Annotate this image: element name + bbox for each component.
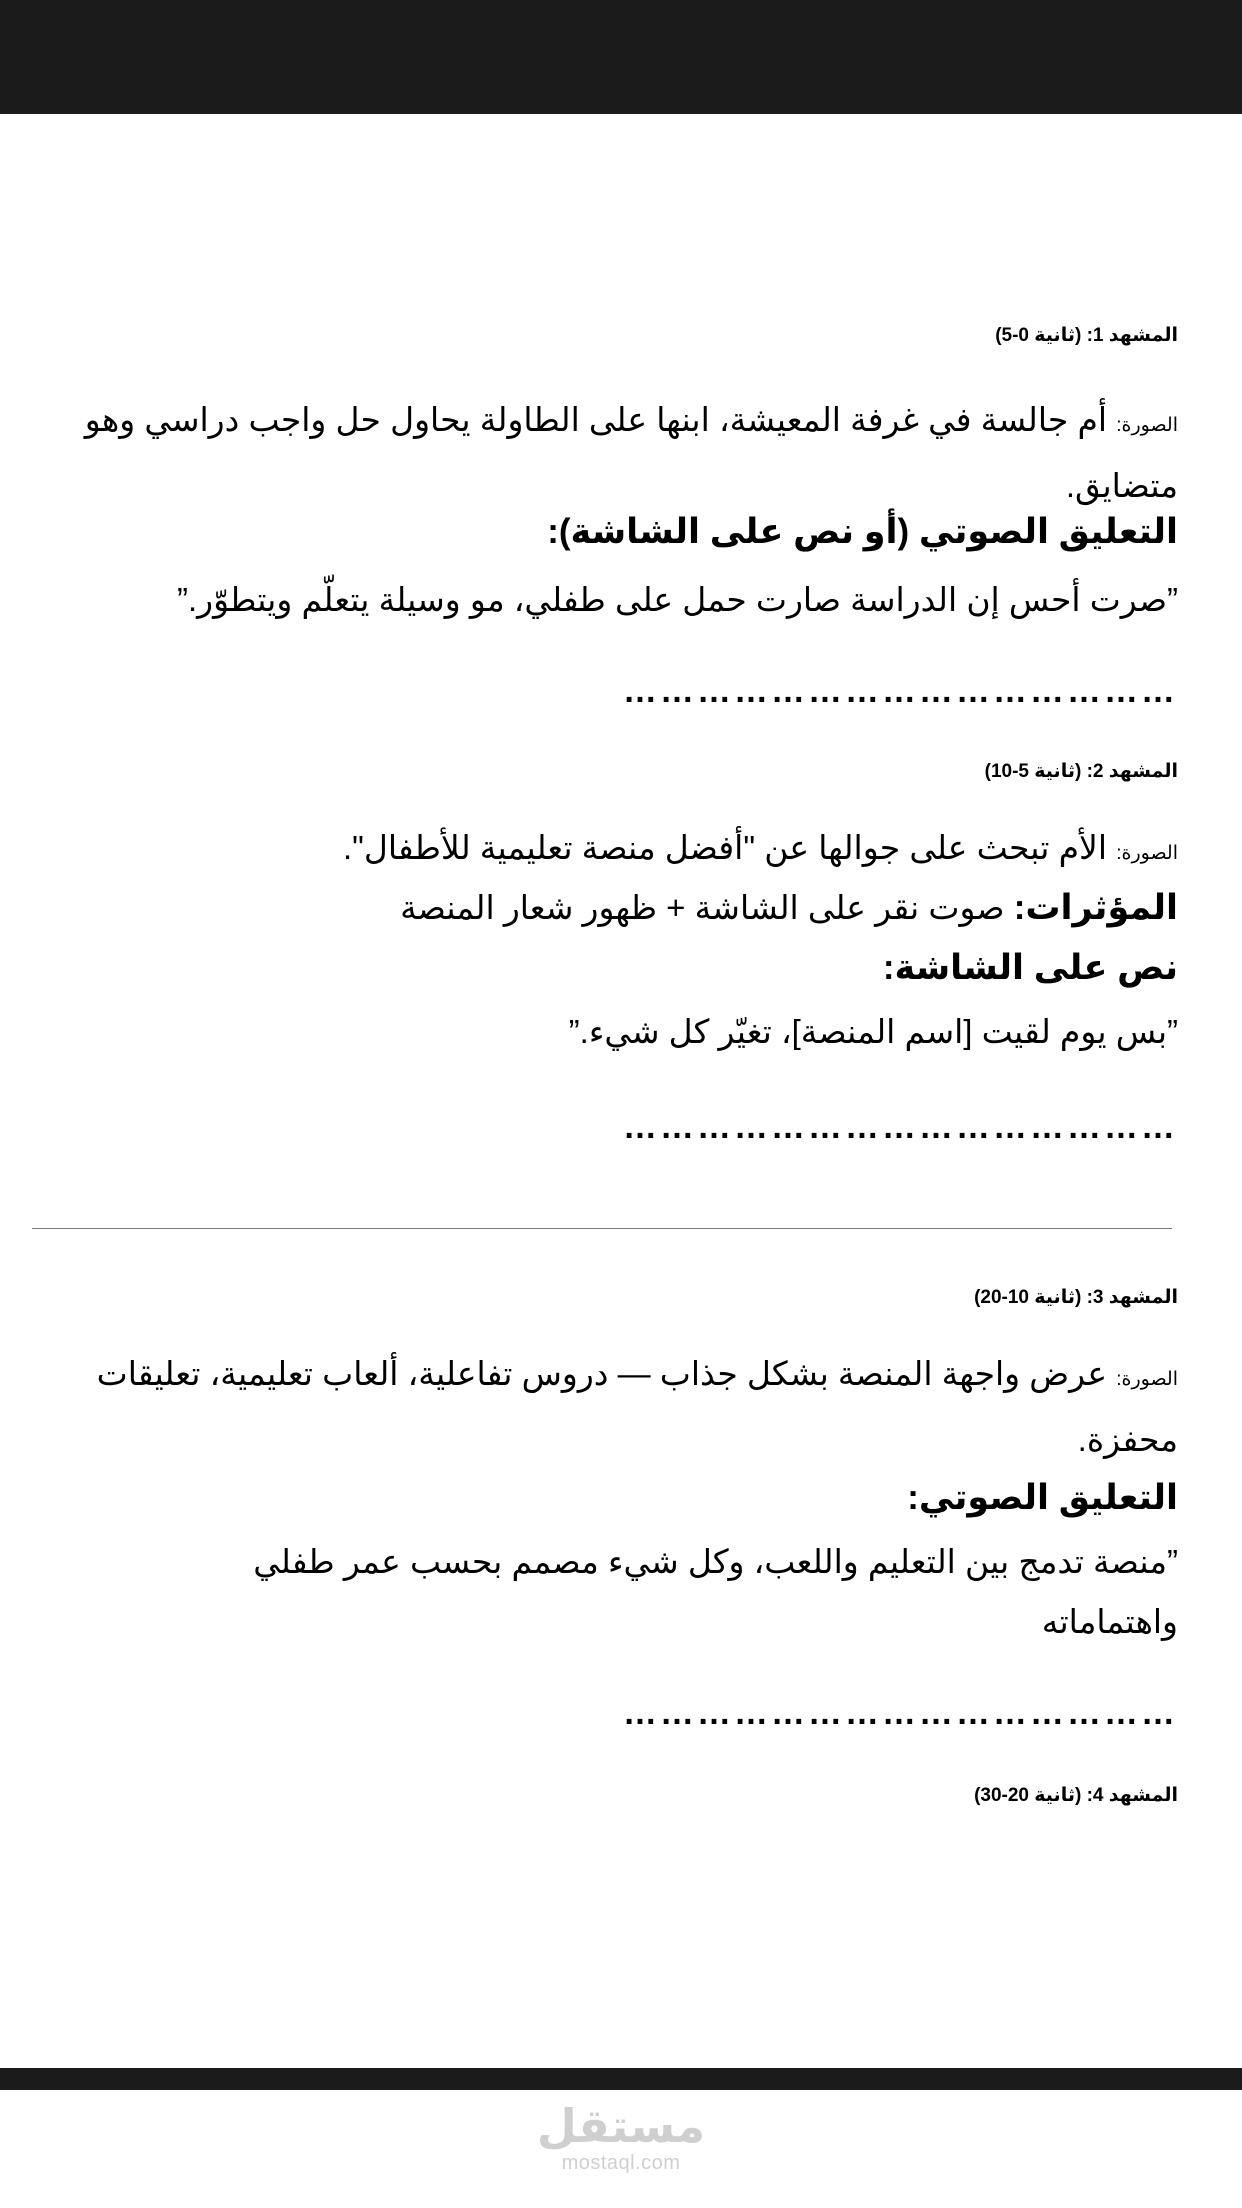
scene-3-image-label: الصورة: — [1116, 1369, 1178, 1390]
scene-3-heading: المشهد 3: (ثانية 10-20) — [974, 1287, 1178, 1308]
scene-2-screen-text-heading: نص على الشاشة: — [882, 948, 1178, 987]
scene-2-heading: المشهد 2: (ثانية 5-10) — [984, 761, 1178, 782]
scene-4-heading: المشهد 4: (ثانية 20-30) — [974, 1785, 1178, 1806]
watermark-arabic: مستقل — [536, 2099, 706, 2153]
top-dark-bar — [0, 0, 1242, 114]
scene-2-screen-text: ”بس يوم لقيت [اسم المنصة]، تغيّر كل شيء.” — [568, 1013, 1178, 1050]
watermark-latin: mostaql.com — [561, 2152, 681, 2174]
mostaql-watermark-logo — [0, 2100, 1242, 2174]
scene-2-image-description — [343, 828, 1178, 867]
scene-3-voice-text: ”منصة تدمج بين التعليم واللعب، وكل شيء مصمم بحسب عمر طفلي واهتماماته — [253, 1543, 1178, 1640]
scene-2-effects — [400, 888, 1178, 928]
scene-1-image-description — [30, 390, 1178, 516]
scene-2-dotted-separator: ……………………………………… — [623, 1108, 1178, 1146]
scene-1-voice-heading: التعليق الصوتي (أو نص على الشاشة): — [547, 512, 1178, 551]
scene-2-effects-label: المؤثرات: — [1013, 888, 1178, 927]
scene-3-image-text: عرض واجهة المنصة بشكل جذاب — دروس تفاعلية، ألعاب تعليمية، تعليقات محفزة. — [96, 1355, 1178, 1458]
bottom-dark-bar — [0, 2068, 1242, 2090]
horizontal-divider — [32, 1228, 1172, 1229]
scene-2-image-text: الأم تبحث على جوالها عن "أفضل منصة تعليمية للأطفال". — [343, 829, 1108, 866]
scene-2-image-label: الصورة: — [1116, 843, 1178, 864]
scene-3-voice-heading: التعليق الصوتي: — [907, 1478, 1178, 1517]
scene-1-voice-text: ”صرت أحس إن الدراسة صارت حمل على طفلي، مو وسيلة يتعلّم ويتطوّر.” — [176, 581, 1178, 618]
scene-1-dotted-separator: ……………………………………… — [623, 672, 1178, 710]
scene-1-image-label: الصورة: — [1116, 415, 1178, 436]
scene-1-heading: المشهد 1: (ثانية 0-5) — [995, 325, 1178, 346]
scene-2-effects-text: صوت نقر على الشاشة + ظهور شعار المنصة — [400, 889, 1005, 926]
scene-3-dotted-separator: ……………………………………… — [623, 1694, 1178, 1732]
scene-3-image-description — [30, 1344, 1178, 1470]
scene-1-image-text: أم جالسة في غرفة المعيشة، ابنها على الطاولة يحاول حل واجب دراسي وهو متضايق. — [84, 401, 1178, 504]
